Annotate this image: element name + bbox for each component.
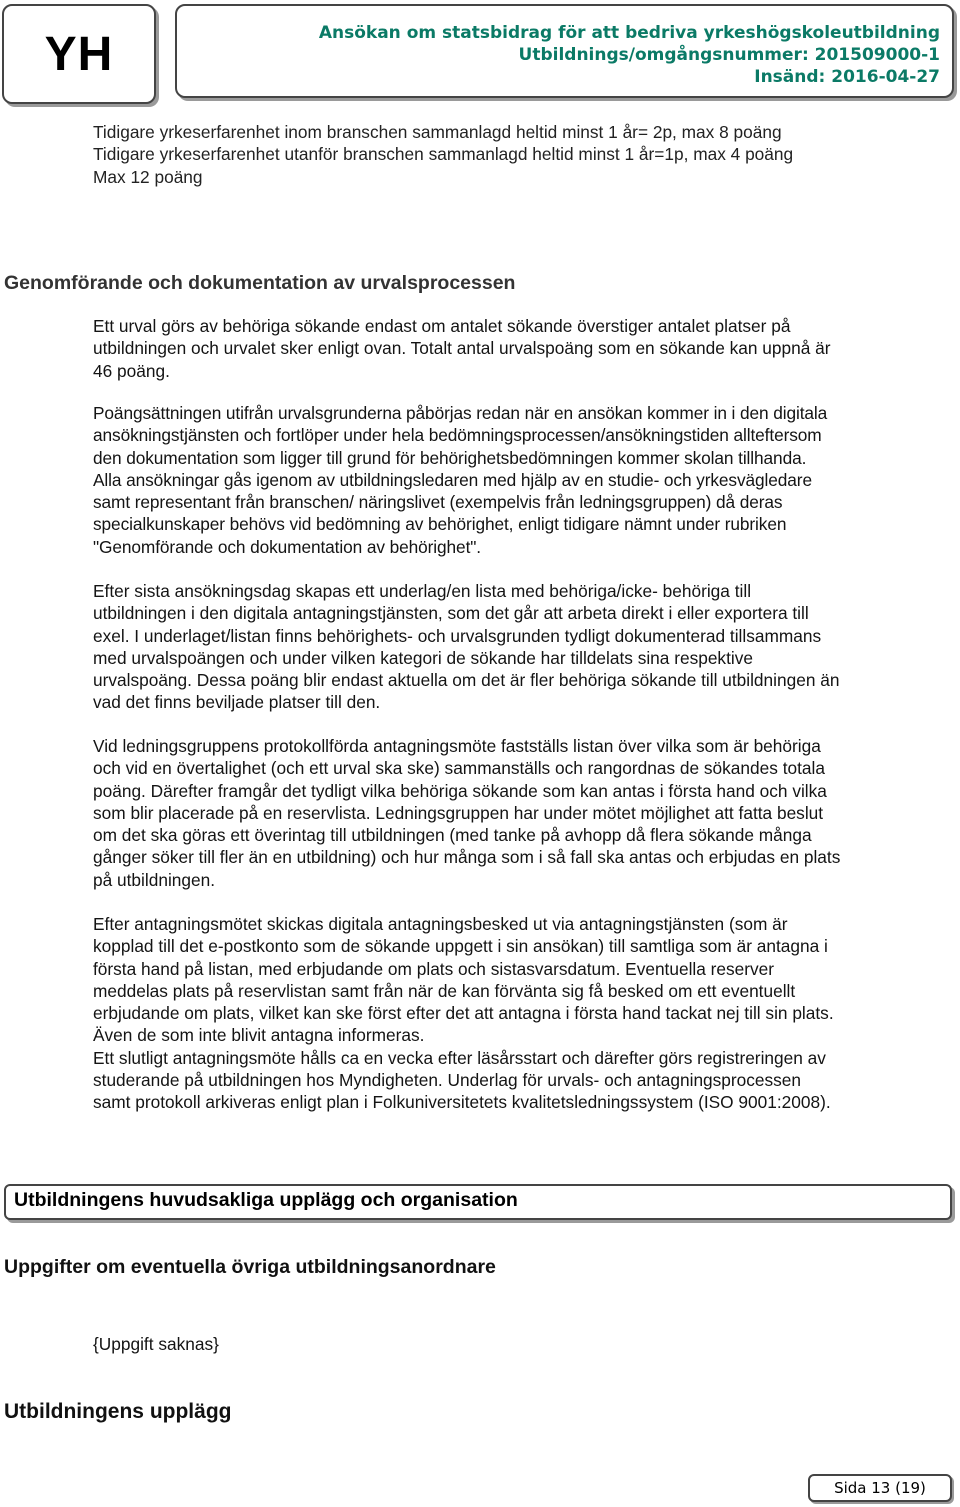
paragraph-line: studerande på utbildningen hos Myndigheten. Underlag för urvals- och antagningsprocessen [93, 1070, 802, 1091]
uppgift-saknas-text: {Uppgift saknas} [93, 1334, 219, 1354]
paragraph-line: Ett slutligt antagningsmöte hålls ca en vecka efter läsårsstart och därefter görs registreringen av [93, 1047, 826, 1068]
heading-upplagg: Utbildningens upplägg [4, 1400, 232, 1423]
yh-logo: YH [2, 4, 156, 104]
document-header [175, 4, 954, 98]
paragraph-line: gånger söker till fler än en utbildning) och hur många som i så fall ska antas och erbjudas en plats [93, 847, 841, 868]
paragraph-line: om det ska göras ett överintag till utbildningen (med tanke på avhopp då flera sökande många [93, 825, 812, 846]
page-number: Sida 13 (19) [808, 1474, 952, 1502]
heading-ovriga-anordnare: Uppgifter om eventuella övriga utbildningsanordnare [4, 1256, 496, 1278]
paragraph-line: med urvalspoängen och under vilken kategori de sökande har tilldelats sina respektive [93, 647, 753, 668]
section-box-huvudsakliga-upplagg: Utbildningens huvudsakliga upplägg och organisation [4, 1184, 952, 1220]
paragraph-line: exel. I underlaget/listan finns behörighets- och urvalsgrunden tydligt dokumenterad tillsammans [93, 625, 822, 646]
paragraph-line: som blir placerade på en reservlista. Ledningsgruppen har under mötet möjlighet att fatta beslut [93, 802, 824, 823]
paragraph-line: första hand på listan, med erbjudande om plats och sistasvarsdatum. Eventuella reserver [93, 958, 775, 979]
header-submitted-date: Insänd: 2016-04-27 [754, 67, 940, 87]
heading-genomforande: Genomförande och dokumentation av urvalsprocessen [4, 272, 516, 294]
paragraph-line: på utbildningen. [93, 869, 216, 890]
paragraph-line: utbildningen i den digitala antagningstjänsten, som det går att arbeta direkt i eller exportera till [93, 603, 809, 624]
header-title: Ansökan om statsbidrag för att bedriva yrkeshögskoleutbildning [318, 23, 940, 43]
paragraph-line: Poängsättningen utifrån urvalsgrunderna påbörjas redan när en ansökan kommer in i den digitala [93, 403, 828, 423]
paragraph-line: utbildningen och urvalet sker enligt ovan. Totalt antal urvalspoäng som en sökande kan uppnå är [93, 338, 831, 359]
paragraph-line: meddelas plats på reservlistan samt från när de kan förvänta sig få besked om ett eventuellt [93, 980, 796, 1001]
paragraph-line: vad det finns beviljade platser till den. [93, 692, 381, 713]
paragraph-antagningsbesked [93, 913, 955, 1114]
paragraph-line: och vid en övertalighet (och ett urval ska ske) sammanställs och rangordnas de sökandes totala [93, 758, 825, 779]
criteria-line: Max 12 poäng [93, 166, 203, 187]
criteria-line: Tidigare yrkeserfarenhet inom branschen sammanlagd heltid minst 1 år= 2p, max 8 poäng [93, 122, 782, 142]
paragraph-line: samt protokoll arkiveras enligt plan i Folkuniversitetets kvalitetsledningssystem (ISO 9001:2008). [93, 1092, 831, 1113]
paragraph-line: samt representant från branschen/ näringslivet (exempelvis från ledningsgruppen) då deras [93, 492, 783, 513]
intro-criteria [93, 121, 955, 188]
paragraph-line: specialkunskaper behövs vid bedömning av behörighet, enligt tidigare nämnt under rubriken [93, 514, 787, 535]
paragraph-line: urvalspoäng. Dessa poäng blir endast aktuella om det är fler behöriga sökande till utbildningen än [93, 670, 840, 691]
paragraph-underlag [93, 580, 955, 714]
header-program-number: Utbildnings/omgångsnummer: 201509000-1 [518, 45, 940, 65]
paragraph-line: poäng. Därefter framgår det tydligt vilka behöriga sökande som kan antas i första hand och vilka [93, 780, 827, 801]
paragraph-poangsattning [93, 402, 955, 558]
paragraph-line: Efter antagningsmötet skickas digitala antagningsbesked ut via antagningstjänsten (som är [93, 914, 788, 934]
paragraph-line: Alla ansökningar gås igenom av utbildningsledaren med hjälp av en studie- och yrkesvägledare [93, 469, 812, 490]
paragraph-antagningsmote [93, 735, 955, 891]
paragraph-line: Vid ledningsgruppens protokollförda antagningsmöte fastställs listan över vilka som är behöriga [93, 736, 821, 756]
paragraph-line: erbjudande om plats, vilket kan ske först efter det att antagna i första hand tackat nej till sin plats. [93, 1003, 834, 1024]
paragraph-line: 46 poäng. [93, 360, 170, 381]
criteria-line: Tidigare yrkeserfarenhet utanför branschen sammanlagd heltid minst 1 år=1p, max 4 poäng [93, 144, 794, 165]
paragraph-line: den dokumentation som ligger till grund för behörighetsbedömningen kommer skolan tillhanda. [93, 447, 807, 468]
paragraph-line: Efter sista ansökningsdag skapas ett underlag/en lista med behöriga/icke- behöriga till [93, 581, 752, 601]
paragraph-line: Ett urval görs av behöriga sökande endast om antalet sökande överstiger antalet platser på [93, 316, 791, 336]
paragraph-urval [93, 315, 955, 382]
paragraph-line: Även de som inte blivit antagna informeras. [93, 1025, 425, 1046]
paragraph-line: "Genomförande och dokumentation av behörighet". [93, 536, 482, 557]
paragraph-line: kopplad till det e-postkonto som de sökande uppgett i sin ansökan) till samtliga som är antagna i [93, 936, 828, 957]
paragraph-line: ansökningstjänsten och fortlöper under hela bedömningsprocessen/ansökningstiden allteftersom [93, 425, 822, 446]
